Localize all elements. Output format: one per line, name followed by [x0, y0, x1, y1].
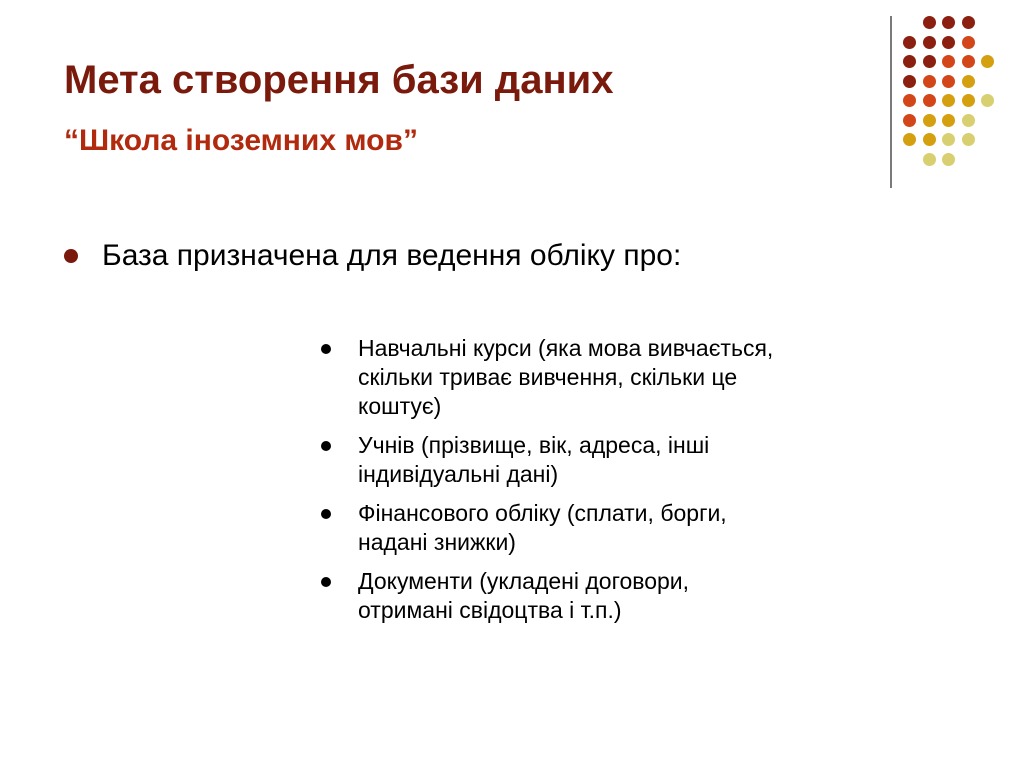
decorative-dot [962, 114, 975, 127]
sub-bullet-text: Документи (укладені договори, отримані свідоцтва і т.п.) [358, 568, 690, 623]
decorative-dot [942, 94, 955, 107]
bullet-dot-icon [321, 344, 331, 354]
decorative-dot [942, 16, 955, 29]
decorative-dot [981, 55, 994, 68]
decorative-dot [903, 94, 916, 107]
decorative-dot [962, 75, 975, 88]
decorative-dot [942, 114, 955, 127]
decorative-dot [923, 94, 936, 107]
decorative-dot [962, 133, 975, 146]
decorative-dot [942, 133, 955, 146]
decorative-dot [942, 153, 955, 166]
decorative-dot [981, 94, 994, 107]
main-bullet-point [64, 238, 681, 274]
decorative-dot [903, 114, 916, 127]
decorative-dot [903, 55, 916, 68]
decorative-dot [942, 36, 955, 49]
sub-bullet-text: Учнів (прізвище, вік, адреса, інші індивідуальні дані) [358, 432, 710, 487]
decorative-dot-grid [900, 10, 1010, 170]
decorative-dot [923, 153, 936, 166]
main-bullet-text: База призначена для ведення обліку про: [102, 239, 682, 272]
sub-bullet-item [320, 431, 780, 489]
decorative-dot [923, 36, 936, 49]
decorative-dot [903, 133, 916, 146]
bullet-dot-icon [321, 577, 331, 587]
decorative-dot [962, 16, 975, 29]
decorative-dot [962, 94, 975, 107]
decorative-dot [903, 36, 916, 49]
bullet-dot-icon [64, 249, 78, 263]
sub-bullet-item [320, 334, 780, 421]
decorative-dot [903, 75, 916, 88]
sub-bullet-list [320, 334, 780, 635]
slide-title: Мета створення бази даних [64, 58, 614, 102]
decorative-dot [923, 133, 936, 146]
decorative-dot [942, 75, 955, 88]
decorative-dot [923, 16, 936, 29]
decorative-dot [962, 55, 975, 68]
sub-bullet-text: Фінансового обліку (сплати, борги, надані знижки) [358, 500, 727, 555]
decorative-dot [923, 75, 936, 88]
decorative-dot [923, 55, 936, 68]
sub-bullet-text: Навчальні курси (яка мова вивчається, скільки триває вивчення, скільки це коштує) [358, 335, 774, 419]
sub-bullet-item [320, 567, 780, 625]
slide-subtitle: “Школа іноземних мов” [64, 124, 418, 157]
bullet-dot-icon [321, 509, 331, 519]
decorative-dot [923, 114, 936, 127]
decorative-dot [942, 55, 955, 68]
decorative-dot [962, 36, 975, 49]
decorative-divider-line [890, 16, 892, 188]
sub-bullet-item [320, 499, 780, 557]
bullet-dot-icon [321, 441, 331, 451]
